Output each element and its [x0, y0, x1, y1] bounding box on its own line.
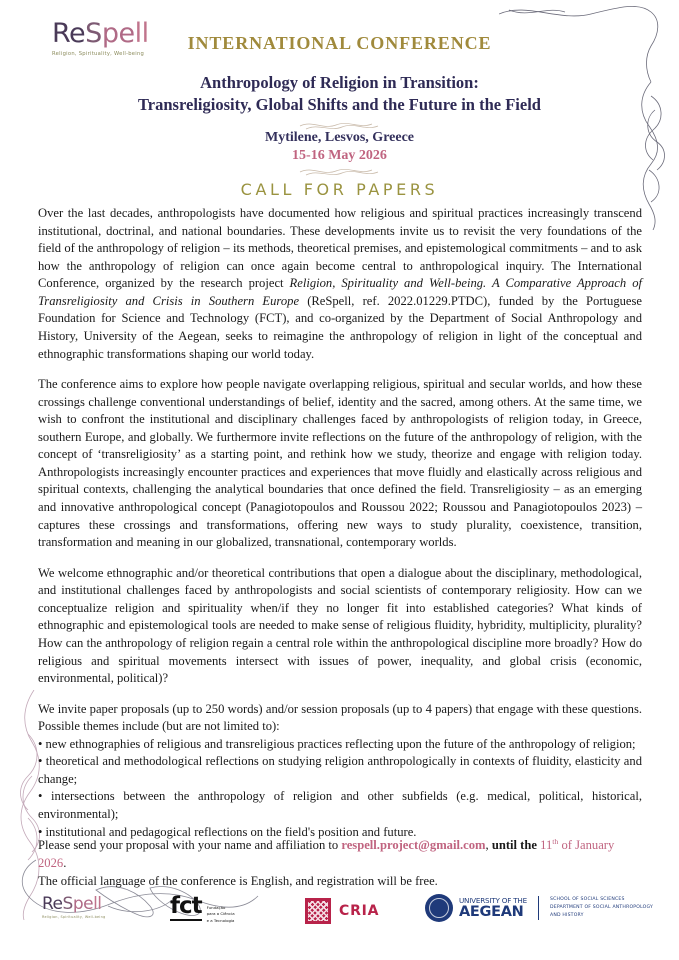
theme-list	[38, 736, 642, 841]
cria-emblem-icon	[305, 898, 331, 924]
footer-logos	[0, 890, 679, 950]
logo-part-re: Re	[52, 18, 86, 49]
logo-part-s: S	[62, 894, 73, 914]
p1-project-title: Religion, Spirituality and Well-being. A Comparative Approach of Transreligiosity and Crisis in Southern Europe	[38, 276, 642, 308]
aegean-seal-icon	[425, 894, 453, 922]
dept-line-2: DEPARTMENT OF SOCIAL ANTHROPOLOGY	[549, 904, 654, 910]
submission-line-1	[38, 836, 642, 873]
paragraph-4: We invite paper proposals (up to 250 words) and/or session proposals (up to 4 papers) that engage with these questions. Possible themes include (but are not limited to):	[38, 701, 642, 734]
respell-logo-footer	[42, 896, 106, 919]
respell-tagline-footer: Religion, Spirituality, Well-being	[42, 915, 106, 919]
fct-name-line-2: para a Ciência	[206, 911, 235, 917]
fct-wordmark: fct	[170, 893, 202, 919]
aegean-logo	[425, 894, 653, 922]
cria-wordmark: CRIA	[339, 903, 380, 919]
logo-part-re: Re	[42, 894, 63, 914]
poster-body	[38, 205, 642, 841]
list-item: • intersections between the anthropology of religion and other subfields (e.g. medical, political, historical, environmental);	[38, 789, 642, 821]
cria-logo	[305, 898, 379, 924]
p1-part-b: (ReSpell, ref. 2022.01229.PTDC), funded by the Portuguese Foundation for Science and Technology (FCT), and co-organized by the Department of Social Anthropology and History, University of the Aegean, seeks to reimagine the anthropology of religion in light of the conceptual and ethnographic transformations shaping our world today.	[38, 293, 642, 361]
paragraph-3: We welcome ethnographic and/or theoretical contributions that open a dialogue about the disciplinary, methodological, and institutional challenges faced by anthropologists and social scientists of contemporary religiosity. How can we conceptualize religion and spirituality when/if they no longer fit into established categories? What kinds of ethnographic and epistemological tools are needed to make sense of religious fluidity, hybridity, multiplicity, plurality? How can the anthropology of religion regain a central role within the anthropological discipline more broadly? How do religious and spiritual movements intersect with issues of power, inequality, and global crisis (economic, environmental, political)?	[38, 565, 642, 686]
conference-location: Mytilene, Lesvos, Greece	[264, 130, 415, 145]
title-line-1: Anthropology of Religion in Transition:	[200, 73, 479, 92]
submission-line-2: The official language of the conference is English, and registration will be free.	[38, 873, 438, 888]
deadline-prefix: until the	[491, 838, 541, 853]
fct-logo	[170, 893, 235, 924]
fct-name-line-3: e a Tecnologia	[206, 917, 235, 923]
aegean-divider	[538, 896, 539, 920]
submission-intro: Please send your proposal with your name and affiliation to	[38, 838, 342, 853]
p1-part-a: Over the last decades, anthropologists have documented how religious and spiritual practices increasingly transcend institutional, doctrinal, and national boundaries. These developments invite us to revisit the very foundations of the field of the anthropology of religion – its methods, theoretical premises, and epistemological commitments – and to ask how the anthropology of religion can once again become central to anthropological inquiry. The International Conference, organized by the research project	[38, 206, 642, 291]
submission-details	[38, 836, 642, 891]
dept-line-1: SCHOOL OF SOCIAL SCIENCES	[549, 896, 625, 902]
logo-part-s: S	[85, 18, 102, 49]
respell-tagline: Religion, Spirituality, Well-being	[52, 51, 145, 57]
logo-part-pe: pe	[72, 894, 94, 914]
aegean-department	[550, 896, 653, 920]
deadline-date: of January 2026	[38, 838, 615, 871]
wave-divider-top	[0, 120, 679, 130]
poster-header	[0, 0, 679, 205]
sentence-period: .	[63, 856, 67, 871]
fct-name-line-1: Fundação	[206, 905, 226, 910]
dept-line-3: AND HISTORY	[549, 913, 584, 919]
logo-part-ll: ll	[134, 18, 149, 49]
comma-sep: ,	[485, 838, 492, 853]
logo-part-ll: ll	[93, 894, 102, 914]
conference-eyebrow: INTERNATIONAL CONFERENCE	[187, 33, 492, 53]
aegean-line-1: UNIVERSITY OF THE	[459, 895, 527, 905]
aegean-line-2: AEGEAN	[459, 903, 524, 920]
page-title	[0, 72, 679, 117]
list-item: • new ethnographies of religious and transreligious practices reflecting upon the future of the anthropology of religion;	[38, 736, 636, 751]
aegean-wordmark	[459, 897, 527, 920]
fct-fullname	[207, 905, 235, 924]
contact-email[interactable]: respell.project@gmail.com	[341, 838, 486, 853]
respell-wordmark-footer	[42, 896, 106, 913]
wave-divider-bottom	[0, 166, 679, 176]
call-for-papers-heading: CALL FOR PAPERS	[240, 180, 439, 199]
logo-part-pe: pe	[101, 18, 135, 49]
deadline-ordinal: th	[552, 837, 559, 846]
paragraph-1	[38, 205, 642, 363]
conference-dates: 15-16 May 2026	[292, 148, 387, 163]
paragraph-2: The conference aims to explore how people navigate overlapping religious, spiritual and secular worlds, and how these crossings challenge conventional understandings of belief, identity and the sacred, among others. At the same time, we wish to confront the institutional and disciplinary challenges faced by anthropologists of religion today, in Greece, southern Europe, and globally. We furthermore invite reflections on the future of the anthropology of religion, with the concept of ‘transreligiosity’ as a starting point, and rethink how we study, theorize and engage with religion today. Anthropologists increasingly encounter practices and experiences that move fluidly and elastically across religious and spiritual contexts, challenging the analytical boundaries that once defined the field. Transreligiosity – as an emerging and innovative anthropological concept (Panagiotopoulos and Roussou 2022; Roussou and Panagiotopoulos 2023) – captures these crossings and transformations, offering new ways to study plurality, coexistence, transition, transformation and meaning in our globalized, transnational, contemporary worlds.	[38, 377, 642, 550]
deadline-day: 11	[540, 838, 553, 853]
list-item: • theoretical and methodological reflections on studying religion anthropologically in contexts of fluidity, elasticity and change;	[38, 754, 642, 786]
list-item: • institutional and pedagogical reflections on the field's position and future.	[38, 824, 417, 839]
title-line-2: Transreligiosity, Global Shifts and the Future in the Field	[138, 95, 541, 115]
